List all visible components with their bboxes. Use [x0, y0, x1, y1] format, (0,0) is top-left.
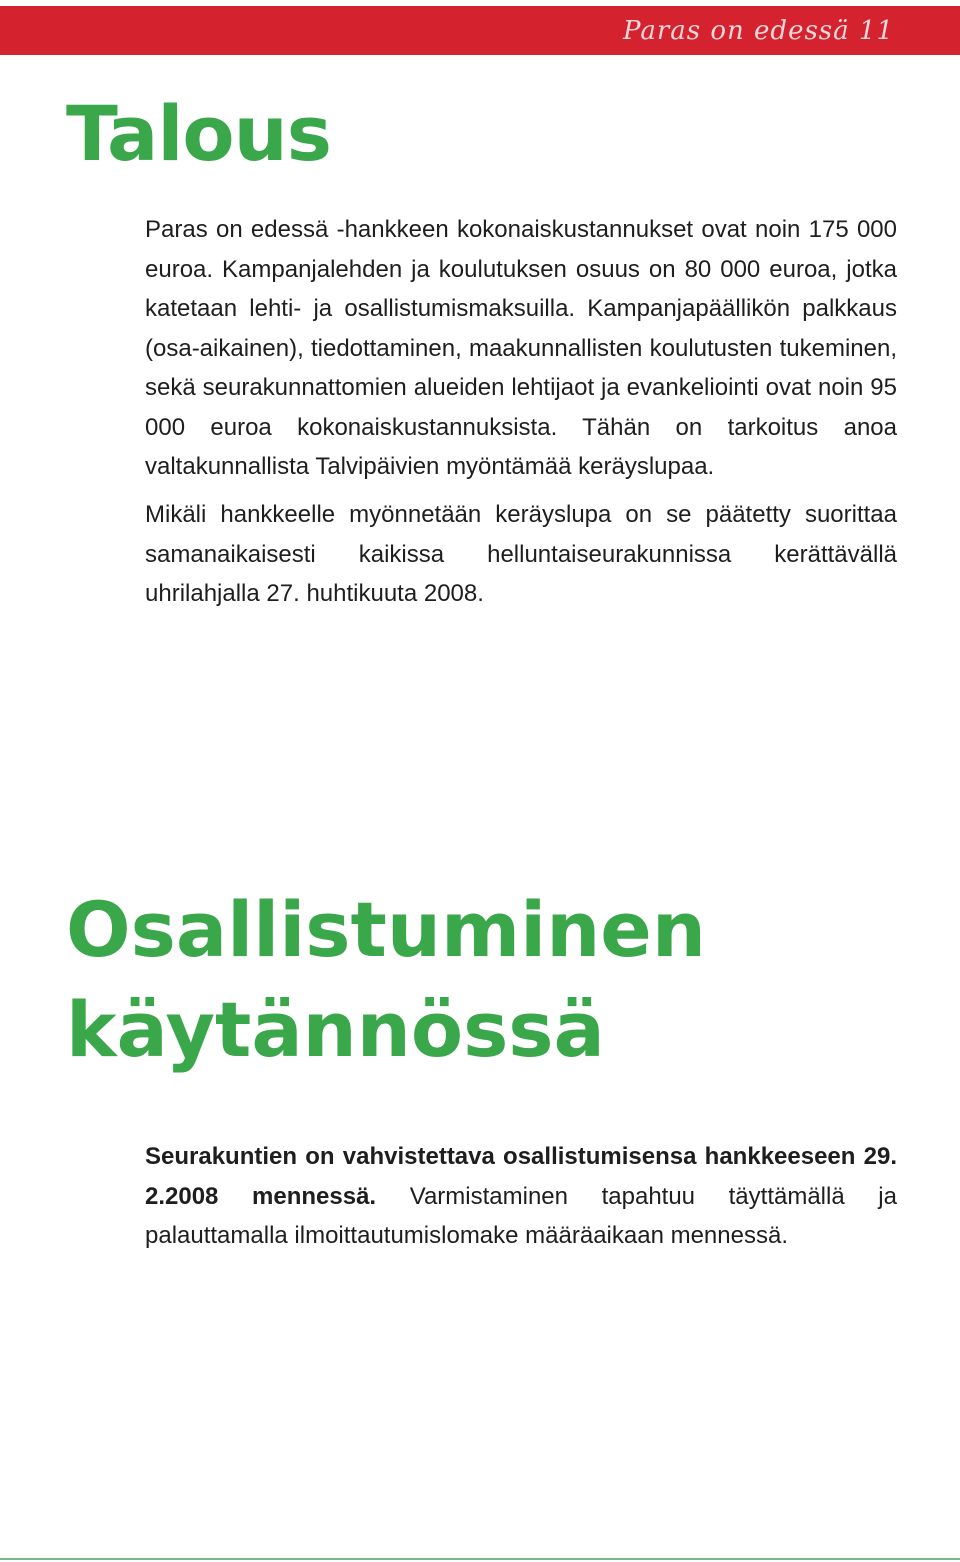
section-heading-osallistuminen — [66, 880, 706, 1080]
bottom-rule — [0, 1558, 960, 1560]
instructions-text: Varmistaminen tapahtuu täyttämällä ja palauttamalla ilmoittautumislomake määräaikaan mennessä. — [145, 1182, 897, 1249]
header-band — [0, 6, 960, 55]
talous-paragraph-2: Mikäli hankkeelle myönnetään keräyslupa on se päätetty suorittaa samanaikaisesti kaikissa helluntaiseurakunnissa kerättävällä uhrilahjalla 27. huhtikuuta 2008. — [145, 501, 897, 607]
section-heading-talous: Talous — [66, 89, 331, 178]
running-title: Paras on edessä 11 — [623, 16, 894, 46]
talous-paragraph-1: Paras on edessä -hankkeen kokonaiskustannukset ovat noin 175 000 euroa. Kampanjalehden ja koulutuksen osuus on 80 000 euroa, jotka katetaan lehti- ja osallistumismaksuilla. Kampanjapäällikön palkkaus (osa-aikainen), tiedottaminen, maakunnallisten koulutusten tukeminen, sekä seurakunnattomien alueiden lehtijaot ja evankeliointi ovat noin 95 000 euroa kokonaiskustannuksista. Tähän on tarkoitus anoa valtakunnallista Talvipäivien myöntämää keräyslupaa. — [145, 216, 897, 480]
heading-line-1: Osallistuminen — [66, 885, 706, 974]
osallistuminen-paragraph — [145, 1137, 897, 1256]
heading-line-2: käytännössä — [66, 985, 605, 1074]
deadline-statement: Seurakuntien on vahvistettava osallistumisensa hankkeeseen 29. 2.2008 mennessä. — [145, 1143, 897, 1210]
